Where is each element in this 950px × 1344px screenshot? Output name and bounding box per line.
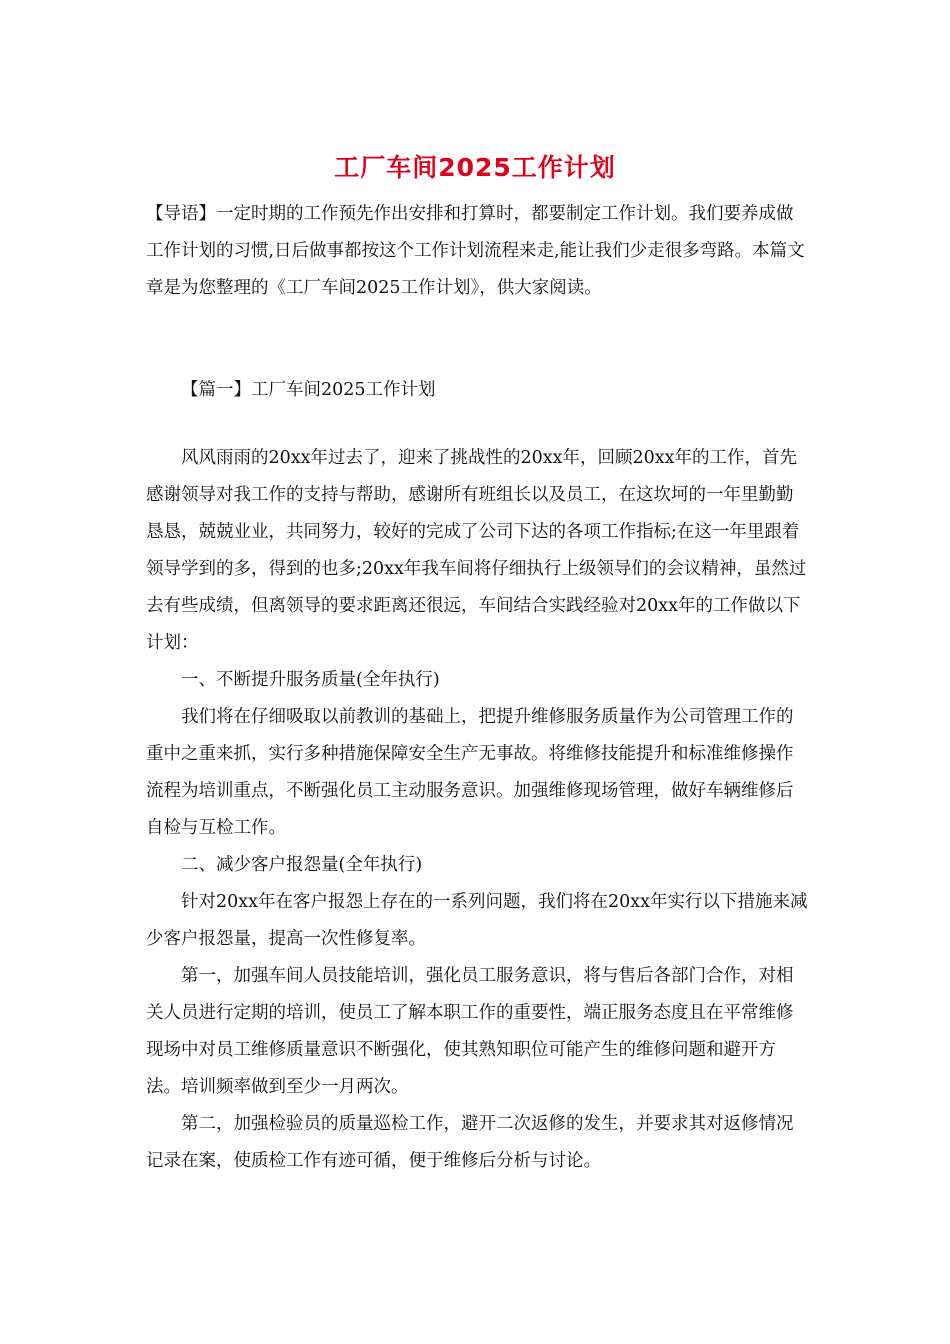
subheading-complaints: 二、减少客户报怨量(全年执行)	[181, 855, 423, 875]
document-title: 工厂车间2025工作计划	[334, 153, 616, 182]
section-heading: 【篇一】工厂车间2025工作计划	[181, 380, 436, 400]
body-paragraph: 我们将在仔细吸取以前教训的基础上，把提升维修服务质量作为公司管理工作的重中之重来抓，实行多种措施保障安全生产无事故。将维修技能提升和标准维修操作流程为培训重点，不断强化员工主动服务意识。加强维修现场管理，做好车辆维修后自检与互检工作。	[146, 707, 794, 838]
body-paragraph: 第一，加强车间人员技能培训，强化员工服务意识，将与售后各部门合作，对相关人员进行定期的培训，使员工了解本职工作的重要性，端正服务态度且在平常维修现场中对员工维修质量意识不断强化，使其熟知职位可能产生的维修问题和避开方法。培训频率做到至少一月两次。	[146, 966, 794, 1097]
body-paragraph: 针对20xx年在客户报怨上存在的一系列问题，我们将在20xx年实行以下措施来减少客户报怨量，提高一次性修复率。	[146, 892, 808, 949]
intro-paragraph: 【导语】一定时期的工作预先作出安排和打算时，都要制定工作计划。我们要养成做工作计划的习惯,日后做事都按这个工作计划流程来走,能让我们少走很多弯路。本篇文章是为您整理的《工厂车间2025工作计划》，供大家阅读。	[146, 204, 805, 298]
body-text	[146, 440, 810, 1180]
body-paragraph: 第二，加强检验员的质量巡检工作，避开二次返修的发生，并要求其对返修情况记录在案，使质检工作有迹可循，便于维修后分析与讨论。	[146, 1114, 794, 1171]
subheading-service-quality: 一、不断提升服务质量(全年执行)	[181, 670, 440, 690]
body-paragraph: 风风雨雨的20xx年过去了，迎来了挑战性的20xx年，回顾20xx年的工作，首先感谢领导对我工作的支持与帮助，感谢所有班组长以及员工，在这坎坷的一年里勤勤恳恳，兢兢业业，共同努力，较好的完成了公司下达的各项工作指标;在这一年里跟着领导学到的多，得到的也多;20xx年我车间将仔细执行上级领导们的会议精神，虽然过去有些成绩，但离领导的要求距离还很远，车间结合实践经验对20xx年的工作做以下计划：	[146, 448, 807, 653]
